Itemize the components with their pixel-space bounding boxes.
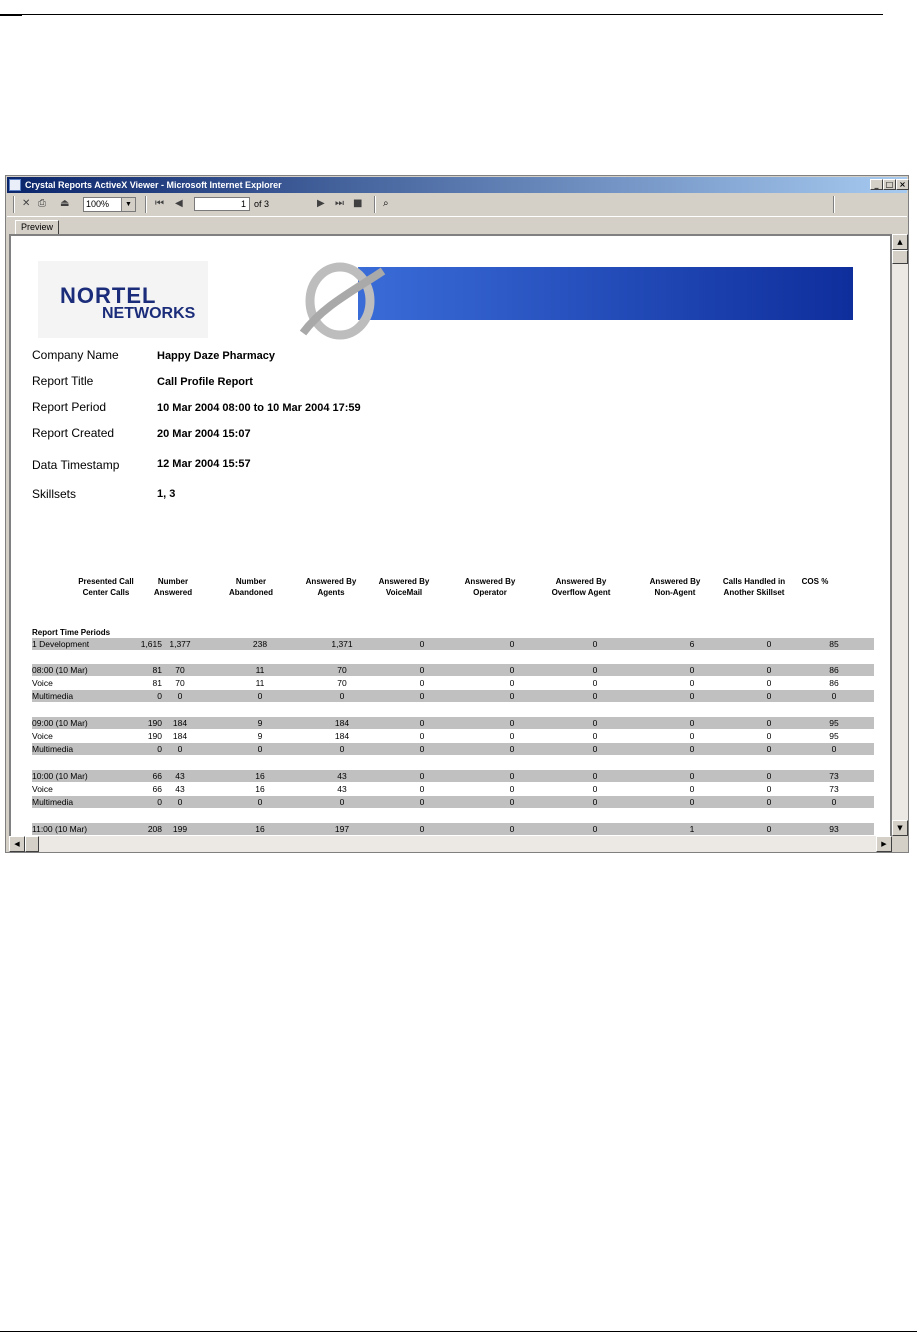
table-cell: 0: [766, 784, 772, 794]
table-cell: 0: [766, 824, 772, 834]
table-cell: 9: [257, 718, 263, 728]
info-value-skillsets: 1, 3: [157, 488, 176, 500]
table-cell: 184: [334, 731, 350, 741]
table-row: [32, 796, 874, 808]
maximize-button[interactable]: □: [883, 179, 896, 190]
table-cell: 184: [172, 731, 188, 741]
table-cell: 0: [509, 639, 515, 649]
table-row: [32, 770, 874, 782]
table-cell: 197: [334, 824, 350, 834]
table-cell: 0: [177, 691, 183, 701]
report-page: [11, 236, 890, 836]
info-value-period: 10 Mar 2004 08:00 to 10 Mar 2004 17:59: [157, 402, 361, 414]
vertical-scrollbar[interactable]: [892, 234, 908, 836]
table-cell: 0: [592, 824, 598, 834]
table-cell: 6: [689, 639, 695, 649]
table-cell: 0: [419, 678, 425, 688]
table-row: [32, 717, 874, 729]
table-cell: 0: [831, 744, 837, 754]
first-page-icon[interactable]: ⏮: [155, 198, 164, 209]
table-row: [32, 823, 874, 835]
table-cell: 0: [592, 678, 598, 688]
table-cell: 0: [509, 665, 515, 675]
banner-band: [358, 267, 853, 320]
logo-line-2: NETWORKS: [102, 305, 196, 322]
toolbar-separator: [145, 196, 147, 213]
table-cell: 70: [175, 665, 185, 675]
table-cell: 0: [339, 691, 345, 701]
table-cell: 95: [829, 731, 839, 741]
row-label: 10:00 (10 Mar): [32, 771, 88, 781]
row-label: Multimedia: [32, 797, 74, 807]
tab-preview[interactable]: Preview: [15, 220, 59, 236]
table-cell: 86: [829, 678, 839, 688]
browser-window: [5, 175, 909, 853]
title-bar: [7, 177, 907, 193]
table-cell: 0: [257, 691, 263, 701]
table-cell: 11: [255, 678, 265, 688]
table-cell: 0: [339, 797, 345, 807]
row-label: Multimedia: [32, 744, 74, 754]
table-cell: 0: [689, 665, 695, 675]
table-cell: 73: [829, 771, 839, 781]
table-cell: 0: [592, 744, 598, 754]
table-cell: 190: [147, 718, 162, 728]
table-cell: 16: [255, 824, 265, 834]
table-cell: 1: [689, 824, 695, 834]
table-cell: 0: [592, 639, 598, 649]
page-bottom-rule: [0, 1331, 917, 1332]
info-label-timestamp: Data Timestamp: [32, 458, 120, 472]
nortel-logo: [38, 261, 208, 338]
table-cell: 184: [172, 718, 188, 728]
col-header-presented: Presented Call Center Calls: [78, 577, 134, 597]
table-cell: 0: [157, 744, 162, 754]
table-cell: 0: [592, 771, 598, 781]
window-title: Crystal Reports ActiveX Viewer - Microsoft Internet Explorer: [25, 180, 282, 190]
toolbar-separator: [833, 196, 835, 213]
next-page-icon[interactable]: ▶: [317, 198, 325, 209]
table-cell: 43: [175, 771, 185, 781]
table-row: [32, 783, 874, 795]
horizontal-scrollbar[interactable]: [9, 836, 892, 852]
scroll-thumb[interactable]: [25, 836, 39, 852]
table-cell: 208: [147, 824, 162, 834]
zoom-value: 100%: [86, 199, 110, 209]
info-value-company: Happy Daze Pharmacy: [157, 350, 275, 362]
table-cell: 0: [689, 678, 695, 688]
nortel-banner: [298, 261, 853, 341]
toolbar-separator: [13, 196, 15, 213]
table-cell: 0: [419, 665, 425, 675]
table-cell: 0: [592, 665, 598, 675]
table-cell: 66: [152, 784, 162, 794]
report-viewport: [9, 234, 892, 836]
table-cell: 0: [592, 731, 598, 741]
page-count: of 3: [254, 199, 270, 209]
table-cell: 0: [689, 784, 695, 794]
table-cell: 0: [509, 797, 515, 807]
table-cell: 0: [509, 824, 515, 834]
col-header-overflow: Answered By Overflow Agent: [551, 577, 611, 597]
close-button[interactable]: ×: [896, 179, 909, 190]
row-label: 09:00 (10 Mar): [32, 718, 88, 728]
table-cell: 0: [419, 784, 425, 794]
table-cell: 1,377: [169, 639, 191, 649]
chevron-down-icon[interactable]: ▼: [121, 198, 135, 211]
table-cell: 43: [337, 771, 347, 781]
print-icon[interactable]: ⎙: [38, 198, 46, 209]
info-value-title: Call Profile Report: [157, 376, 253, 388]
col-header-non-agent: Answered By Non-Agent: [649, 577, 701, 597]
col-header-cos: COS %: [801, 577, 829, 586]
scroll-thumb[interactable]: [892, 250, 908, 264]
table-cell: 190: [147, 731, 162, 741]
logo-line-1: NORTEL: [60, 283, 157, 308]
table-cell: 0: [766, 731, 772, 741]
table-cell: 11: [255, 665, 265, 675]
table-cell: 238: [252, 639, 268, 649]
table-cell: 0: [419, 797, 425, 807]
tab-strip: [7, 218, 907, 234]
table-cell: 16: [255, 784, 265, 794]
table-cell: 73: [829, 784, 839, 794]
table-cell: 0: [766, 691, 772, 701]
table-cell: 0: [157, 797, 162, 807]
viewer-toolbar: [7, 194, 907, 217]
col-header-answered: Number Answered: [153, 577, 193, 597]
table-cell: 0: [766, 771, 772, 781]
search-icon[interactable]: ⌕: [383, 198, 389, 209]
table-cell: 0: [831, 797, 837, 807]
info-label-skillsets: Skillsets: [32, 487, 77, 501]
table-cell: 0: [689, 691, 695, 701]
table-cell: 0: [592, 718, 598, 728]
table-cell: 0: [766, 744, 772, 754]
info-label-company: Company Name: [32, 348, 119, 362]
table-row: [32, 743, 874, 755]
col-header-abandoned: Number Abandoned: [229, 577, 273, 597]
table-cell: 0: [257, 744, 263, 754]
table-cell: 0: [766, 797, 772, 807]
table-cell: 9: [257, 731, 263, 741]
table-cell: 0: [509, 784, 515, 794]
globe-swoosh-icon: [298, 261, 388, 341]
row-label: Voice: [32, 678, 53, 688]
table-row: [32, 677, 874, 689]
scroll-left-icon[interactable]: ◀: [9, 836, 25, 852]
page-number-input[interactable]: 1: [194, 197, 250, 211]
table-cell: 0: [592, 784, 598, 794]
table-cell: 93: [829, 824, 839, 834]
row-label: 08:00 (10 Mar): [32, 665, 88, 675]
table-cell: 0: [689, 744, 695, 754]
col-header-another-skillset: Calls Handled in Another Skillset: [722, 577, 786, 597]
table-cell: 0: [766, 639, 772, 649]
table-cell: 85: [829, 639, 839, 649]
table-cell: 0: [689, 718, 695, 728]
info-label-title: Report Title: [32, 374, 94, 388]
col-header-operator: Answered By Operator: [464, 577, 516, 597]
table-cell: 0: [509, 731, 515, 741]
scroll-up-icon[interactable]: ▲: [892, 234, 908, 250]
table-cell: 0: [339, 744, 345, 754]
table-cell: 1,615: [140, 639, 162, 649]
table-row: [32, 638, 874, 650]
table-cell: 16: [255, 771, 265, 781]
page-top-rule: [0, 14, 883, 15]
table-cell: 0: [177, 797, 183, 807]
last-page-icon[interactable]: ⏭: [335, 198, 344, 209]
table-cell: 0: [689, 797, 695, 807]
table-cell: 0: [509, 718, 515, 728]
table-cell: 0: [689, 771, 695, 781]
table-row: [32, 730, 874, 742]
section-title: Report Time Periods: [32, 628, 111, 637]
table-cell: 0: [592, 691, 598, 701]
table-cell: 0: [257, 797, 263, 807]
minimize-button[interactable]: _: [870, 179, 883, 190]
table-cell: 70: [337, 678, 347, 688]
ie-icon: [9, 179, 21, 191]
col-header-voicemail: Answered By VoiceMail: [378, 577, 430, 597]
zoom-select[interactable]: [83, 197, 136, 212]
table-cell: 0: [689, 731, 695, 741]
info-value-timestamp: 12 Mar 2004 15:57: [157, 458, 251, 470]
export-icon[interactable]: ⏏: [60, 198, 70, 209]
info-label-created: Report Created: [32, 426, 115, 440]
table-cell: 43: [175, 784, 185, 794]
table-cell: 0: [419, 691, 425, 701]
table-cell: 0: [831, 691, 837, 701]
previous-page-icon[interactable]: ◀: [175, 198, 183, 209]
close-report-icon[interactable]: ✕: [22, 198, 31, 209]
table-row: [32, 664, 874, 676]
table-cell: 0: [419, 744, 425, 754]
table-cell: 70: [337, 665, 347, 675]
info-label-period: Report Period: [32, 400, 107, 414]
table-cell: 0: [592, 797, 598, 807]
table-cell: 95: [829, 718, 839, 728]
scroll-down-icon[interactable]: ▼: [892, 820, 908, 836]
table-cell: 66: [152, 771, 162, 781]
row-label: 11:00 (10 Mar): [32, 824, 88, 834]
table-cell: 0: [509, 691, 515, 701]
table-cell: 0: [419, 824, 425, 834]
table-cell: 86: [829, 665, 839, 675]
table-row: [32, 690, 874, 702]
info-value-created: 20 Mar 2004 15:07: [157, 428, 251, 440]
scroll-right-icon[interactable]: ▶: [876, 836, 892, 852]
table-cell: 1,371: [331, 639, 353, 649]
stop-icon[interactable]: ■: [353, 198, 363, 209]
table-cell: 0: [157, 691, 162, 701]
table-cell: 43: [337, 784, 347, 794]
table-cell: 0: [419, 639, 425, 649]
table-cell: 0: [766, 718, 772, 728]
row-label: 1 Development: [32, 639, 90, 649]
table-cell: 0: [766, 678, 772, 688]
table-cell: 0: [509, 771, 515, 781]
row-label: Voice: [32, 731, 53, 741]
table-cell: 199: [172, 824, 188, 834]
table-cell: 81: [152, 678, 162, 688]
table-cell: 0: [419, 731, 425, 741]
row-label: Voice: [32, 784, 53, 794]
table-cell: 0: [509, 678, 515, 688]
table-cell: 81: [152, 665, 162, 675]
toolbar-separator: [374, 196, 376, 213]
table-cell: 0: [766, 665, 772, 675]
row-label: Multimedia: [32, 691, 74, 701]
table-cell: 0: [177, 744, 183, 754]
col-header-agents: Answered By Agents: [305, 577, 357, 597]
table-cell: 184: [334, 718, 350, 728]
table-cell: 70: [175, 678, 185, 688]
table-cell: 0: [419, 718, 425, 728]
table-cell: 0: [509, 744, 515, 754]
table-cell: 0: [419, 771, 425, 781]
